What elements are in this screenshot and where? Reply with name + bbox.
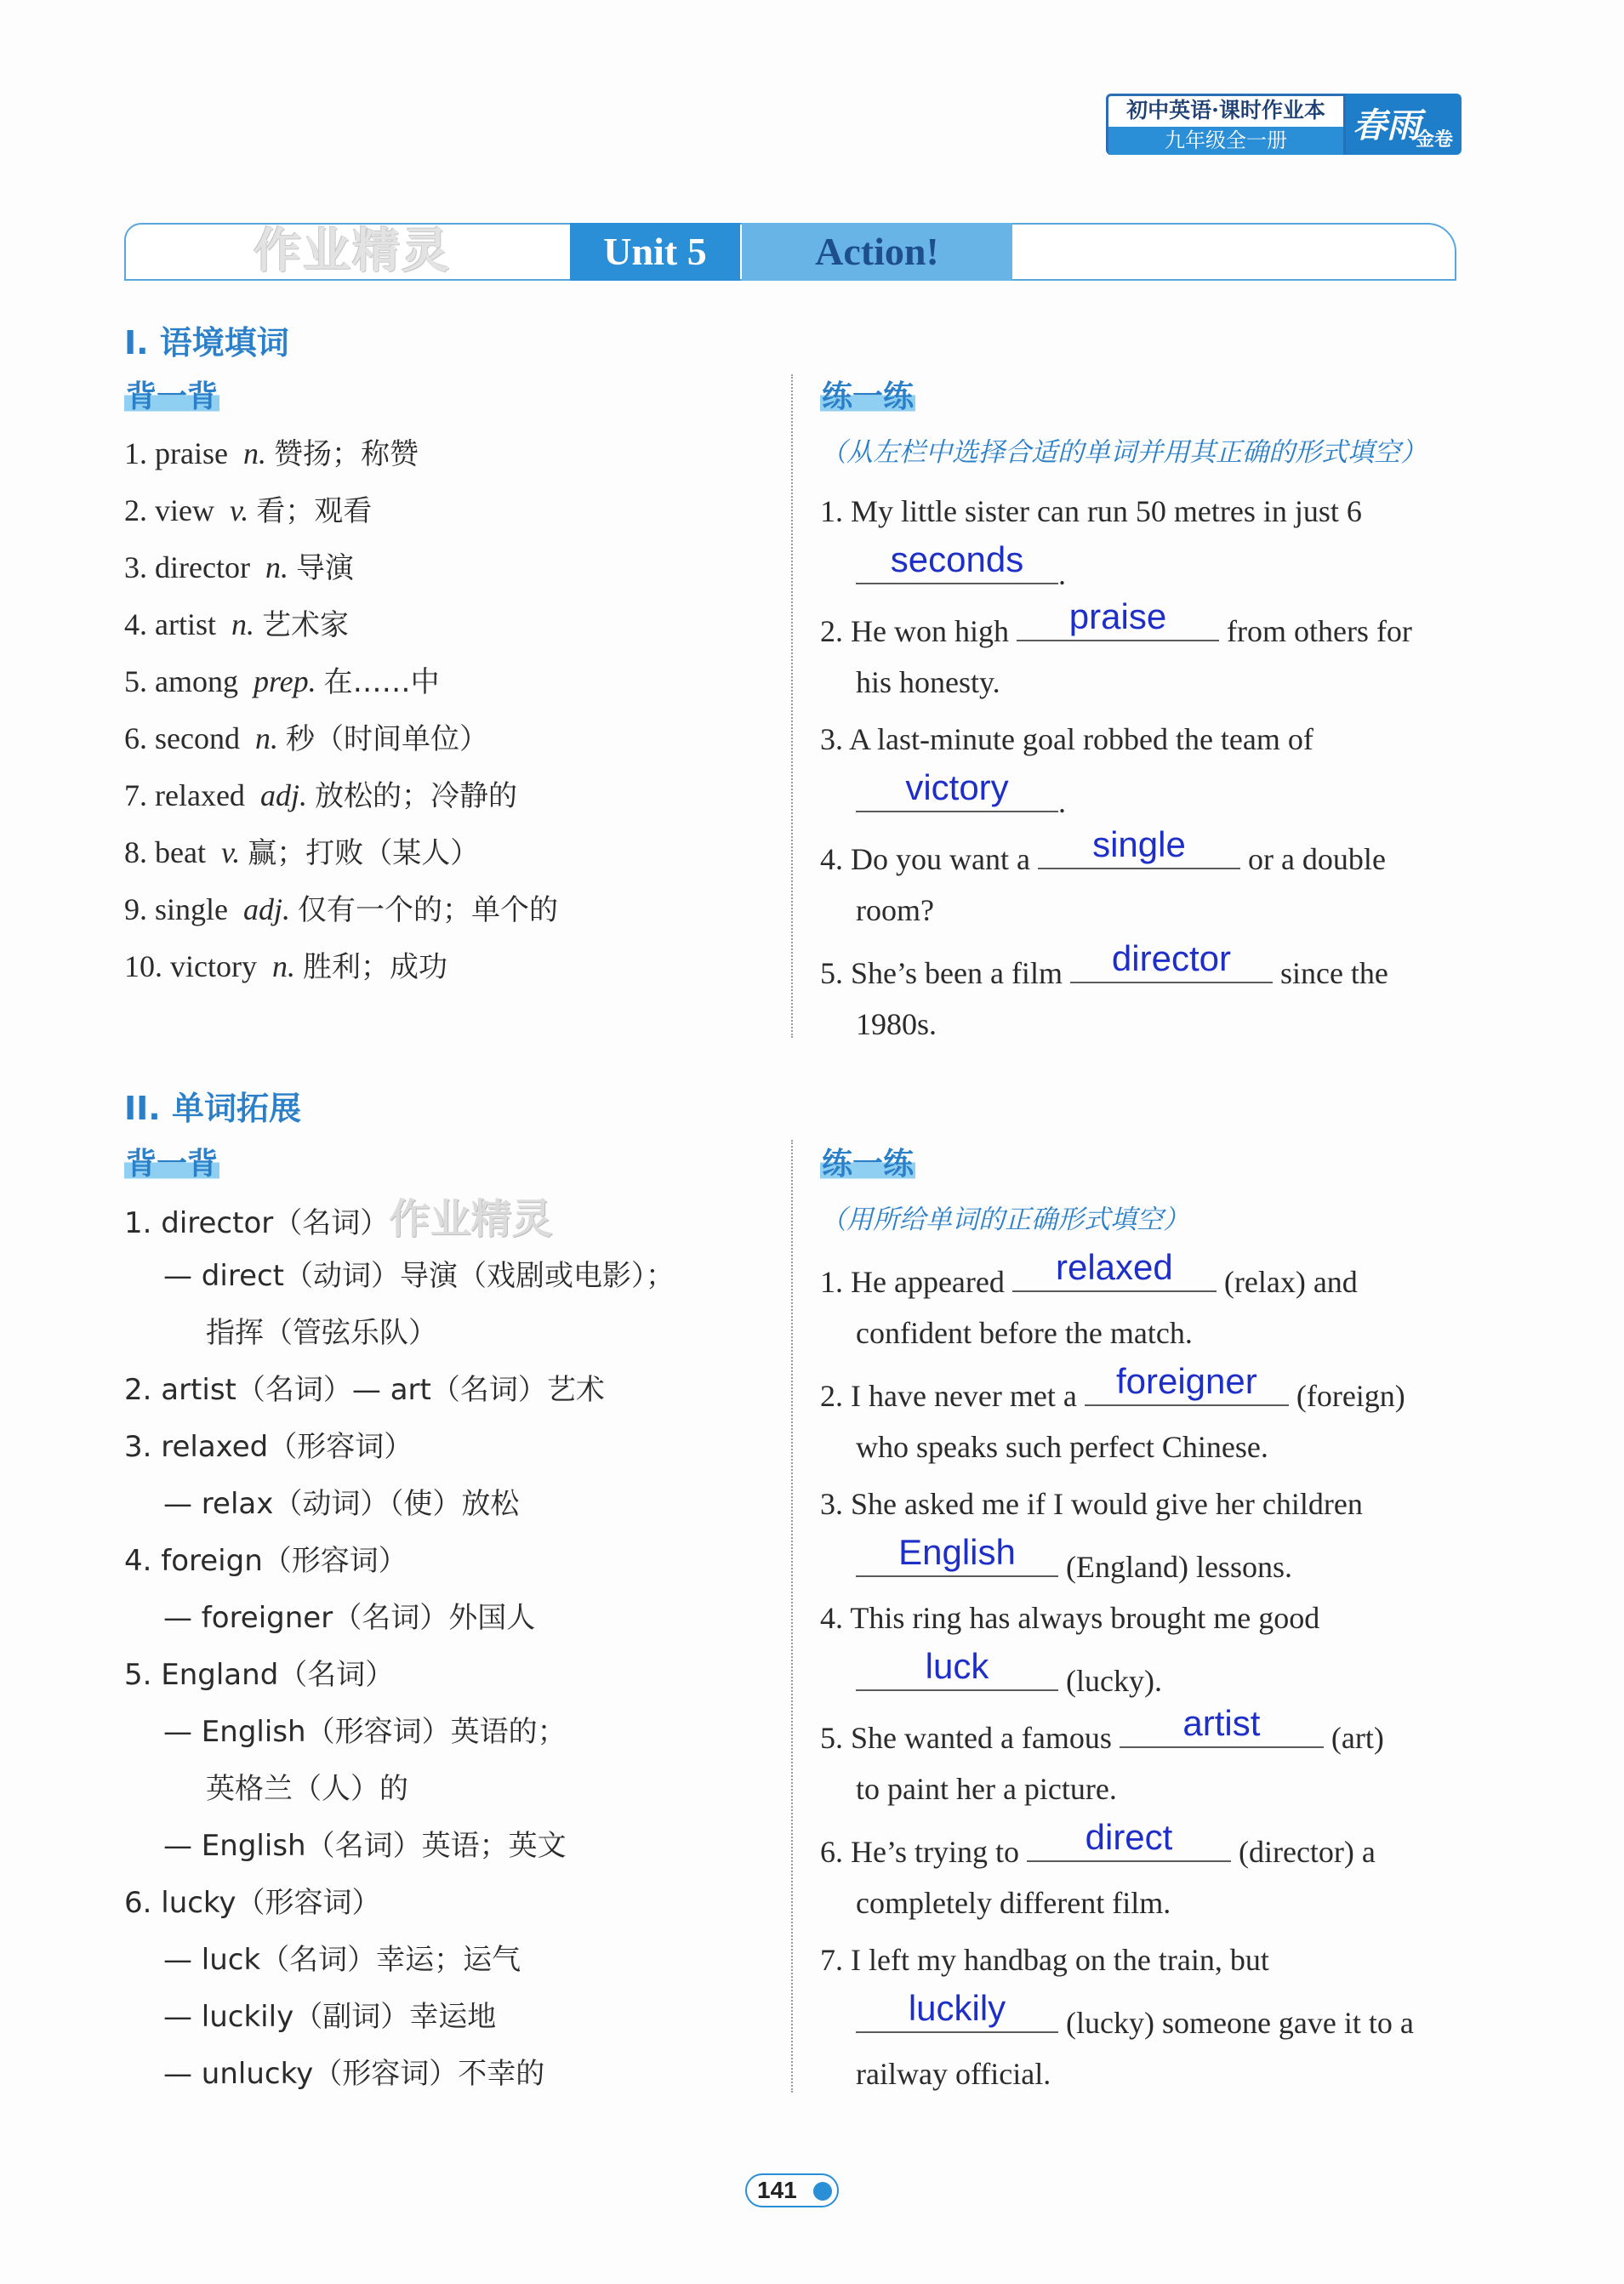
- page-dot-icon: [813, 2182, 832, 2201]
- exercise-line: 7. I left my handbag on the train, but: [820, 1943, 1269, 1977]
- answer-blank[interactable]: [1012, 1248, 1217, 1292]
- exercise-line: 2. I have never met a foreigner (foreign): [820, 1361, 1405, 1413]
- handwritten-answer: seconds: [890, 539, 1024, 579]
- exercise-line: luck (lucky).: [820, 1647, 1467, 1704]
- exercise-line: 3. She asked me if I would give her children: [820, 1487, 1363, 1521]
- exercise-line: completely different film.: [856, 1886, 1171, 1920]
- exercise-line: victory .: [820, 768, 1467, 825]
- exercise-line: 5. She’s been a film director since the: [820, 938, 1388, 990]
- section-2-practice-label: 练一练: [822, 1147, 915, 1182]
- answer-blank[interactable]: [1120, 1704, 1324, 1748]
- vocab-item: 4. artist n. 艺术家: [124, 607, 349, 642]
- answer-blank[interactable]: [1070, 939, 1273, 983]
- answer-blank[interactable]: [1085, 1362, 1289, 1406]
- handwritten-answer: single: [1092, 824, 1186, 864]
- column-divider-2: [791, 1140, 793, 2093]
- answer-blank[interactable]: [856, 1533, 1058, 1577]
- vocab-item: 9. single adj. 仅有一个的；单个的: [124, 892, 559, 927]
- vocab-item: 8. beat v. 赢；打败（某人）: [124, 835, 480, 870]
- answer-blank[interactable]: [856, 1989, 1058, 2033]
- exercise-line: seconds .: [820, 540, 1467, 597]
- vocab-line: 1. director（名词）作业精灵: [124, 1195, 553, 1243]
- vocab-item: 2. view v. 看；观看: [124, 493, 373, 528]
- vocab-line: — luck（名词）幸运；运气: [163, 1943, 521, 1977]
- vocab-line: 4. foreign（形容词）: [124, 1544, 407, 1578]
- vocab-line: — relax（动词）（使）放松: [163, 1487, 520, 1521]
- vocab-line: 2. artist（名词）— art（名词）艺术: [124, 1373, 605, 1407]
- section-1-hint: （从左栏中选择合适的单词并用其正确的形式填空）: [820, 437, 1427, 468]
- section-2-title: II. 单词拓展: [124, 1090, 301, 1127]
- column-divider-1: [791, 374, 793, 1038]
- vocab-line: — foreigner（名词）外国人: [163, 1601, 536, 1635]
- section-2-hint: （用所给单词的正确形式填空）: [820, 1205, 1189, 1235]
- exercise-line: 1980s.: [856, 1007, 937, 1041]
- exercise-line: confident before the match.: [856, 1316, 1193, 1350]
- vocab-line: — English（名词）英语；英文: [163, 1829, 567, 1863]
- exercise-line: 6. He’s trying to direct (director) a: [820, 1817, 1376, 1869]
- exercise-line: 4. Do you want a single or a double: [820, 824, 1386, 876]
- watermark: 作业精灵: [254, 224, 451, 279]
- badge-top-text: 初中英语·课时作业本: [1126, 98, 1325, 122]
- exercise-line: 1. He appeared relaxed (relax) and: [820, 1247, 1358, 1299]
- vocab-item: 6. second n. 秒（时间单位）: [124, 721, 488, 756]
- answer-blank[interactable]: [1027, 1818, 1231, 1862]
- section-1-exercises: [820, 483, 1467, 1053]
- badge-bottom-text: 九年级全一册: [1108, 127, 1343, 155]
- brand-logo: [1346, 94, 1462, 155]
- badge-title-box: [1106, 94, 1346, 155]
- answer-blank[interactable]: [856, 768, 1058, 812]
- vocab-item: 3. director n. 导演: [124, 550, 354, 585]
- vocab-line: — English（形容词）英语的；: [163, 1715, 567, 1749]
- vocab-line: — direct（动词）导演（戏剧或电影）；: [163, 1259, 675, 1293]
- unit-number: Unit 5: [570, 223, 740, 281]
- answer-blank[interactable]: [1017, 597, 1219, 641]
- vocab-line: 3. relaxed（形容词）: [124, 1430, 413, 1464]
- vocab-line: 指挥（管弦乐队）: [206, 1316, 437, 1350]
- exercise-line: who speaks such perfect Chinese.: [856, 1430, 1268, 1464]
- exercise-line: 3. A last-minute goal robbed the team of: [820, 722, 1313, 756]
- answer-blank[interactable]: [856, 540, 1058, 584]
- exercise-line: 1. My little sister can run 50 metres in just 6: [820, 494, 1362, 528]
- exercise-line: luckily (lucky) someone gave it to a: [820, 1989, 1467, 2046]
- page-number: 141: [745, 2173, 839, 2207]
- vocab-item: 7. relaxed adj. 放松的；冷静的: [124, 778, 517, 813]
- handwritten-answer: foreigner: [1115, 1361, 1257, 1401]
- handwritten-answer: relaxed: [1056, 1247, 1173, 1287]
- exercise-line: English (England) lessons.: [820, 1533, 1467, 1590]
- handwritten-answer: director: [1111, 938, 1231, 978]
- handwritten-answer: English: [898, 1532, 1016, 1572]
- brand-name: 春雨: [1353, 105, 1421, 145]
- exercise-line: 5. She wanted a famous artist (art): [820, 1703, 1384, 1755]
- book-badge: [1106, 94, 1462, 155]
- vocab-item: 10. victory n. 胜利；成功: [124, 949, 447, 984]
- vocab-line: 英格兰（人）的: [206, 1772, 408, 1806]
- section-1-vocab-list: [124, 425, 771, 995]
- inline-watermark: 作业精灵: [389, 1195, 553, 1243]
- unit-name: Action!: [742, 223, 1012, 281]
- section-1-title: I. 语境填词: [124, 324, 289, 362]
- section-2-exercises: [820, 1248, 1467, 2103]
- handwritten-answer: praise: [1068, 596, 1167, 636]
- vocab-line: 5. England（名词）: [124, 1658, 395, 1692]
- handwritten-answer: luck: [925, 1646, 989, 1686]
- vocab-line: — unlucky（形容词）不幸的: [163, 2057, 545, 2091]
- section-2-memorize-label: 背一背: [126, 1147, 219, 1182]
- exercise-line: to paint her a picture.: [856, 1772, 1117, 1806]
- handwritten-answer: direct: [1085, 1817, 1173, 1857]
- exercise-line: room?: [856, 893, 934, 927]
- vocab-line: — luckily（副词）幸运地: [163, 2000, 497, 2034]
- unit-title-bar: [124, 223, 1456, 281]
- brand-sub: 金卷: [1415, 129, 1453, 151]
- vocab-item: 1. praise n. 赞扬；称赞: [124, 436, 419, 471]
- answer-blank[interactable]: [1038, 825, 1240, 869]
- answer-blank[interactable]: [856, 1647, 1058, 1691]
- exercise-line: 4. This ring has always brought me good: [820, 1601, 1320, 1635]
- exercise-line: his honesty.: [856, 665, 1000, 699]
- handwritten-answer: victory: [905, 767, 1009, 807]
- section-1-memorize-label: 背一背: [126, 379, 219, 414]
- exercise-line: 2. He won high praise from others for: [820, 596, 1412, 648]
- vocab-item: 5. among prep. 在……中: [124, 664, 440, 699]
- section-2-vocab-list: [124, 1191, 771, 2103]
- exercise-line: railway official.: [856, 2057, 1051, 2091]
- handwritten-answer: luckily: [908, 1988, 1006, 2028]
- section-1-practice-label: 练一练: [822, 379, 915, 414]
- vocab-line: 6. lucky（形容词）: [124, 1886, 381, 1920]
- handwritten-answer: artist: [1182, 1703, 1261, 1743]
